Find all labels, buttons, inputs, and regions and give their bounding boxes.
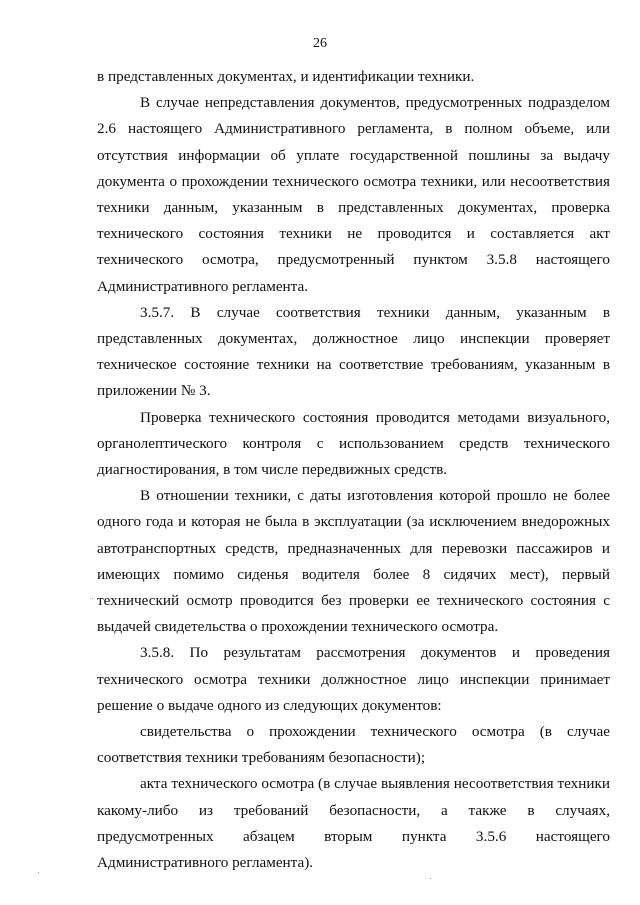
scan-speck	[430, 878, 431, 879]
paragraph-3-5-7: 3.5.7. В случае соответствия техники данным, указанным в представленных документах, должностное лицо инспекции проверяет техническое состояние техники на соответствие требованиям, указанным в приложении № 3.	[97, 303, 610, 400]
list-item-inspection-act: акта технического осмотра (в случае выявления несоответствия техники какому-либо из требований безопасности, а также в случаях, предусмотренных абзацем вторым пункта 3.5.6 настоящего Административного регламента).	[97, 775, 610, 872]
scan-speck	[92, 598, 93, 599]
paragraph-3-5-8: 3.5.8. По результатам рассмотрения документов и проведения технического осмотра техники должностное лицо инспекции принимает решение о выдаче одного из следующих документов:	[97, 644, 610, 714]
list-item-certificate: свидетельства о прохождении технического осмотра (в случае соответствия техники требованиям безопасности);	[97, 723, 610, 767]
scan-speck	[38, 872, 39, 873]
document-body	[97, 64, 610, 876]
paragraph-continuation: в представленных документах, и идентификации техники.	[97, 68, 475, 85]
paragraph-inspection-methods: Проверка технического состояния проводится методами визуального, органолептического контроля с использованием средств технического диагностирования, в том числе передвижных средств.	[97, 408, 610, 479]
paragraph-non-submission: В случае непредставления документов, предусмотренных подразделом 2.6 настоящего Административного регламента, в полном объеме, или отсутствия информации об уплате государственной пошлины за выдачу документа о прохождении технического осмотра техники, или несоответствия техники данным, указанным в представленных документах, проверка технического состояния техники не проводится и составляется акт технического осмотра, предусмотренный пунктом 3.5.8 настоящего Административного регламента.	[97, 94, 610, 295]
page-number: 26	[313, 36, 327, 51]
paragraph-first-inspection: В отношении техники, с даты изготовления которой прошло не более одного года и которая не была в эксплуатации (за исключением внедорожных автотранспортных средств, предназначенных для перевозки пассажиров и имеющих помимо сиденья водителя более 8 сидячих мест), первый технический осмотр проводится без проверки ее технического состояния с выдачей свидетельства о прохождении технического осмотра.	[97, 487, 610, 636]
